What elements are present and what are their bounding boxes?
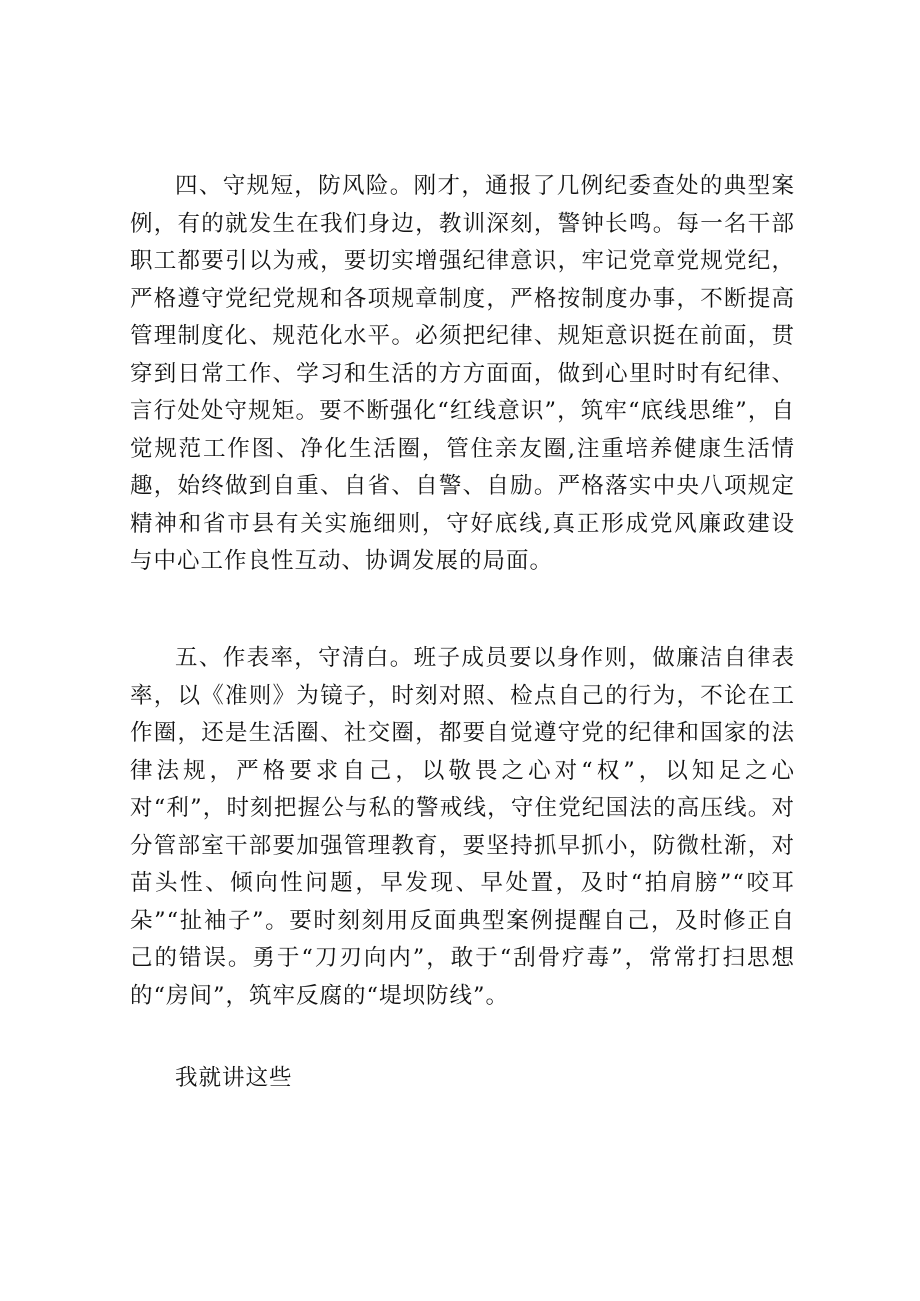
paragraph-section-four: 四、守规短，防风险。刚才，通报了几例纪委查处的典型案例，有的就发生在我们身边，教训深刻，警钟长鸣。每一名干部职工都要引以为戒，要切实增强纪律意识，牢记党章党规党纪，严格遵守党纪党规和各项规章制度，严格按制度办事，不断提高管理制度化、规范化水平。必须把纪律、规矩意识挺在前面，贯穿到日常工作、学习和生活的方方面面，做到心里时时有纪律、言行处处守规矩。要不断强化“红线意识”，筑牢“底线思维”，自觉规范工作图、净化生活圈，管住亲友圈,注重培养健康生活情趣，始终做到自重、自省、自警、自励。严格落实中央八项规定精神和省市县有关实施细则，守好底线,真正形成党风廉政建设与中心工作良性互动、协调发展的局面。 xyxy=(130,173,795,574)
closing-remark: 我就讲这些 xyxy=(175,1065,293,1091)
paragraph-section-five: 五、作表率，守清白。班子成员要以身作则，做廉洁自律表率，以《准则》为镜子，时刻对照、检点自己的行为，不论在工作圈，还是生活圈、社交圈，都要自觉遵守党的纪律和国家的法律法规，严格要求自己，以敬畏之心对“权”，以知足之心对“利”，时刻把握公与私的警戒线，守住党纪国法的高压线。对分管部室干部要加强管理教育，要坚持抓早抓小，防微杜渐，对苗头性、倾向性问题，早发现、早处置，及时“拍肩膀”“咬耳朵”“扯袖子”。要时刻刻用反面典型案例提醒自己，及时修正自己的错误。勇于“刀刃向内”，敢于“刮骨疗毒”，常常打扫思想的“房间”，筑牢反腐的“堤坝防线”。 xyxy=(130,645,795,1009)
